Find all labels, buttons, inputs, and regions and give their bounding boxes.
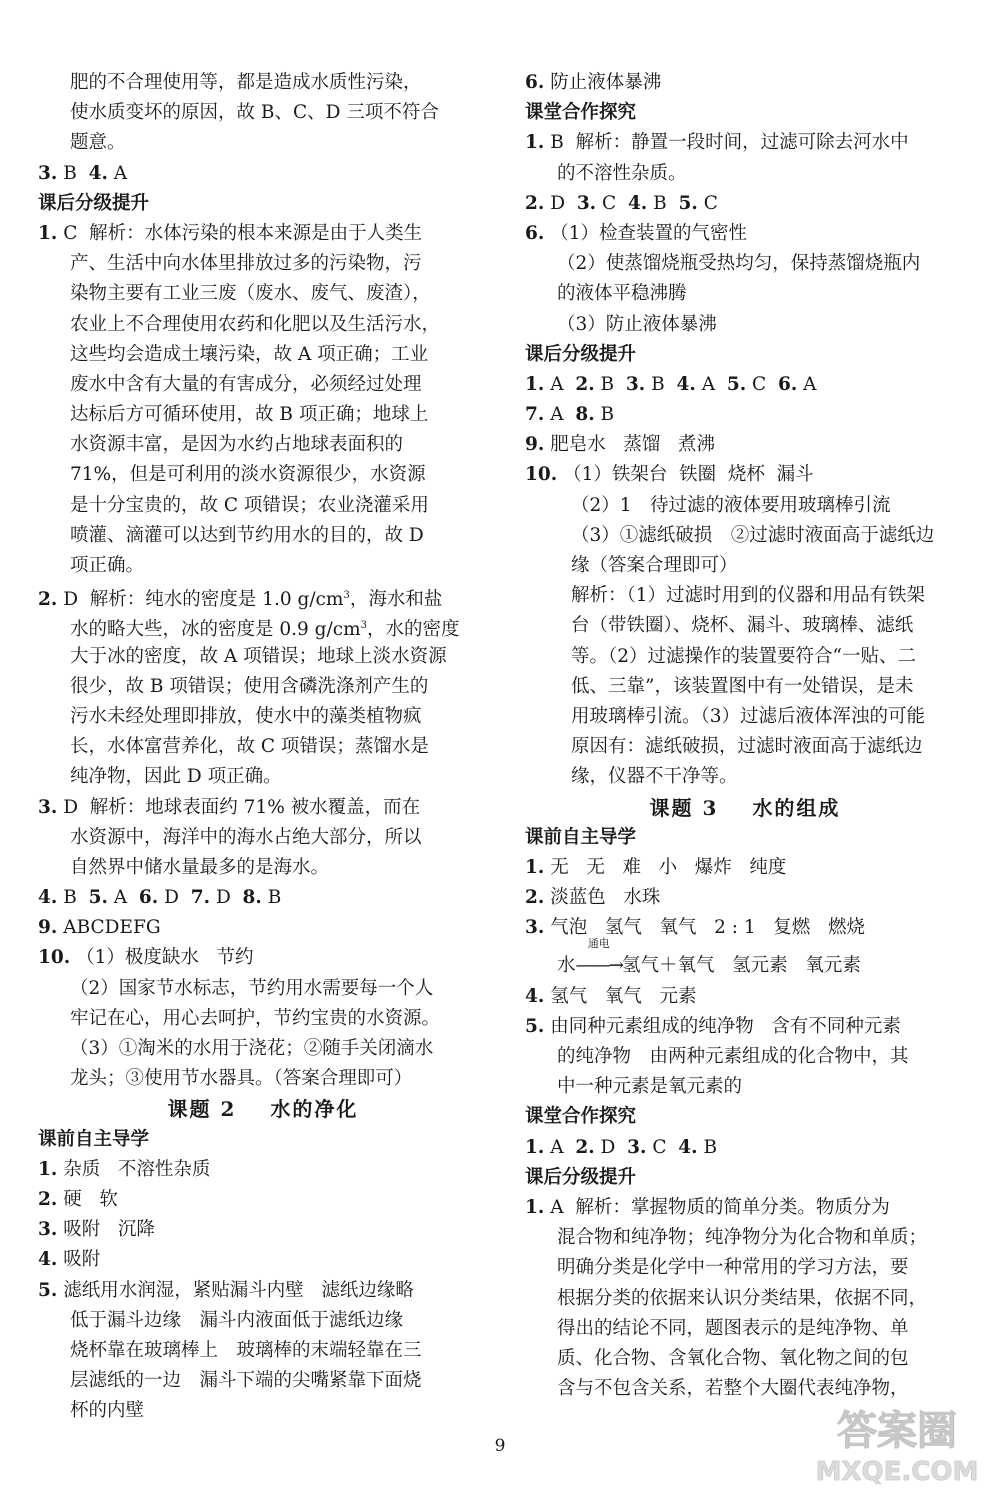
answer-line: 5. 滤纸用水润湿，紧贴漏斗内壁 滤纸边缘略 (38, 1279, 414, 1301)
answer-line: 1. 无 无 难 小 爆炸 纯度 (525, 856, 787, 878)
answer-line: 纯净物，因此 D 项正确。 (70, 766, 282, 788)
answer-line: 大于冰的密度，故 A 项错误；地球上淡水资源 (70, 645, 447, 667)
answer-line: 等。（2）过滤操作的装置要符合“一贴、二 (571, 645, 916, 667)
answer-line: 2. 淡蓝色 水珠 (525, 887, 661, 909)
answer-line: 牢记在心，用心去呵护，节约宝贵的水资源。 (70, 1007, 441, 1029)
answer-line: 解析：（1）过滤时用到的仪器和用品有铁架 (571, 585, 926, 607)
answer-line: （3）①淘米的水用于浇花；②随手关闭滴水 (70, 1038, 434, 1059)
answer-line: 喷灌、滴灌可以达到节约用水的目的，故 D (70, 524, 424, 546)
answer-line: 达标后方可循环使用，故 B 项正确；地球上 (70, 404, 429, 426)
section-heading: 课堂合作探究 (525, 102, 637, 124)
answer-line: 染物主要有工业三废（废水、废气、废渣）， (70, 283, 431, 305)
page-number: 9 (494, 1436, 506, 1456)
watermark-cn: 答案圈 (837, 1408, 957, 1454)
answer-line: 10. （1）极度缺水 节约 (38, 947, 254, 969)
answer-line: 4. 吸附 (38, 1249, 101, 1271)
answer-line: 自然界中储水量最多的是海水。 (70, 856, 330, 878)
answer-line: 水的略大些，冰的密度是 0.9 $g/cm^3$，水的密度 (70, 619, 460, 641)
answer-line: 3. B 4. A (38, 162, 128, 184)
answer-line: 1. A 2. B 3. B 4. A 5. C 6. A (525, 373, 817, 395)
answer-line: 用玻璃棒引流。（3）过滤后液体浑浊的可能 (571, 705, 926, 727)
answer-line: 2. 硬 软 (38, 1188, 118, 1210)
answer-line: 这些均会造成土壤污染，故 A 项正确；工业 (70, 343, 429, 365)
section-heading: 课堂合作探究 (525, 1106, 637, 1128)
answer-line: 台（带铁圈）、烧杯、漏斗、玻璃棒、滤纸 (571, 615, 914, 637)
answer-line: 2. D 3. C 4. B 5. C (525, 192, 718, 214)
answer-line: 龙头；③使用节水器具。（答案合理即可） (70, 1068, 413, 1090)
answer-line: 肥的不合理使用等，都是造成水质性污染， (70, 72, 422, 93)
answer-line: 项正确。 (70, 555, 145, 576)
answer-line: 水资源丰富，是因为水约占地球表面积的 (70, 434, 404, 456)
answer-line: 题意。 (70, 132, 126, 154)
answer-line: 3. 气泡 氢气 氧气 2 : 1 复燃 燃烧 (525, 917, 865, 939)
answer-line: 层滤纸的一边 漏斗下端的尖嘴紧靠下面烧 (70, 1370, 422, 1392)
answer-line: 明确分类是化学中一种常用的学习方法，要 (557, 1257, 909, 1279)
answer-line: 6. 防止液体暴沸 (525, 72, 662, 93)
answer-line: 低、三靠”，该装置图中有一处错误，是未 (571, 675, 914, 697)
answer-line: 7. A 8. B (525, 404, 615, 426)
watermark-logo (802, 1400, 992, 1490)
answer-line: 9. 肥皂水 蒸馏 煮沸 (525, 434, 715, 456)
answer-line: 3. 吸附 沉降 (38, 1219, 155, 1241)
answer-line: 1. A 解析：掌握物质的简单分类。物质分为 (525, 1196, 890, 1218)
answer-line: 1. 杂质 不溶性杂质 (38, 1158, 211, 1180)
topic-title: 课题 2 水的净化 (167, 1097, 359, 1122)
section-heading: 课前自主导学 (38, 1128, 150, 1150)
answer-line: 废水中含有大量的有害成分，必须经过处理 (70, 373, 422, 395)
answer-line: 根据分类的依据来认识分类结果，依据不同， (557, 1287, 928, 1309)
section-heading: 课前自主导学 (525, 826, 637, 848)
answer-line: 长，水体富营养化，故 C 项错误；蒸馏水是 (70, 736, 429, 758)
section-heading: 课后分级提升 (525, 343, 637, 365)
answer-line: 很少，故 B 项错误；使用含磷洗涤剂产生的 (70, 675, 429, 697)
answer-line: 水 通电 ——→氢气＋氧气 氢元素 氧元素 (557, 937, 861, 977)
answer-line: （3）①滤纸破损 ②过滤时液面高于滤纸边 (571, 524, 935, 546)
topic-title: 课题 3 水的组成 (649, 795, 841, 820)
answer-line: 缘（答案合理即可） (571, 555, 738, 576)
answer-line: 的不溶性杂质。 (557, 162, 687, 184)
answer-line: 71%，但是可利用的淡水资源很少，水资源 (70, 464, 426, 486)
answer-line: 1. B 解析：静置一段时间，过滤可除去河水中 (525, 132, 909, 154)
answer-line: 10. （1）铁架台 铁圈 烧杯 漏斗 (525, 464, 814, 486)
answer-line: 低于漏斗边缘 漏斗内液面低于滤纸边缘 (70, 1309, 404, 1331)
answer-line: （3）防止液体暴沸 (557, 313, 717, 335)
right-column (525, 68, 965, 1404)
answer-line: 缘，仪器不干净等。 (571, 766, 738, 788)
answer-line: 烧杯靠在玻璃棒上 玻璃棒的末端轻靠在三 (70, 1339, 422, 1361)
answer-line: 原因有：滤纸破损，过滤时液面高于滤纸边 (571, 736, 923, 758)
answer-line: 4. B 5. A 6. D 7. D 8. B (38, 887, 282, 909)
answer-line: 得出的结论不同，题图表示的是纯净物、单 (557, 1317, 909, 1339)
answer-line: 的纯净物 由两种元素组成的化合物中，其 (557, 1046, 909, 1067)
answer-line: 农业上不合理使用农药和化肥以及生活污水， (70, 313, 441, 335)
left-column (38, 68, 488, 1426)
answer-line: 是十分宝贵的，故 C 项错误；农业浇灌采用 (70, 494, 429, 516)
section-heading: 课后分级提升 (525, 1166, 637, 1188)
answer-line: 质、化合物、含氧化合物、氧化物之间的包 (557, 1347, 909, 1369)
answer-line: 4. 氢气 氧气 元素 (525, 985, 697, 1007)
answer-line: 1. C 解析：水体污染的根本来源是由于人类生 (38, 222, 423, 244)
answer-line: 5. 由同种元素组成的纯净物 含有不同种元素 (525, 1015, 901, 1037)
answer-line: （2）使蒸馏烧瓶受热均匀，保持蒸馏烧瓶内 (557, 253, 921, 275)
answer-line: 产、生活中向水体里排放过多的污染物，污 (70, 253, 422, 275)
answer-line: 的液体平稳沸腾 (557, 283, 687, 305)
answer-line: 2. D 解析：纯水的密度是 1.0 $g/cm^3$，海水和盐 (38, 589, 443, 611)
answer-line: 1. A 2. D 3. C 4. B (525, 1136, 718, 1158)
section-heading: 课后分级提升 (38, 192, 150, 214)
answer-line: 杯的内壁 (70, 1400, 145, 1422)
answer-line: 污水未经处理即排放，使水中的藻类植物疯 (70, 705, 422, 727)
watermark-en: MXQE.COM (815, 1457, 979, 1487)
answer-line: 6. （1）检查装置的气密性 (525, 222, 747, 244)
answer-line: 9. ABCDEFG (38, 917, 161, 939)
answer-line: （2）1 待过滤的液体要用玻璃棒引流 (571, 494, 891, 516)
answer-line: 水资源中，海洋中的海水占绝大部分，所以 (70, 826, 422, 848)
answer-line: 混合物和纯净物；纯净物分为化合物和单质； (557, 1227, 928, 1249)
answer-line: （2）国家节水标志，节约用水需要每一个人 (70, 977, 434, 999)
answer-line: 3. D 解析：地球表面约 71% 被水覆盖，而在 (38, 796, 421, 818)
answer-line: 使水质变坏的原因，故 B、C、D 三项不符合 (70, 102, 439, 124)
answer-line: 含与不包含关系，若整个大圈代表纯净物， (557, 1378, 909, 1400)
answer-line: 中一种元素是氧元素的 (557, 1076, 743, 1098)
